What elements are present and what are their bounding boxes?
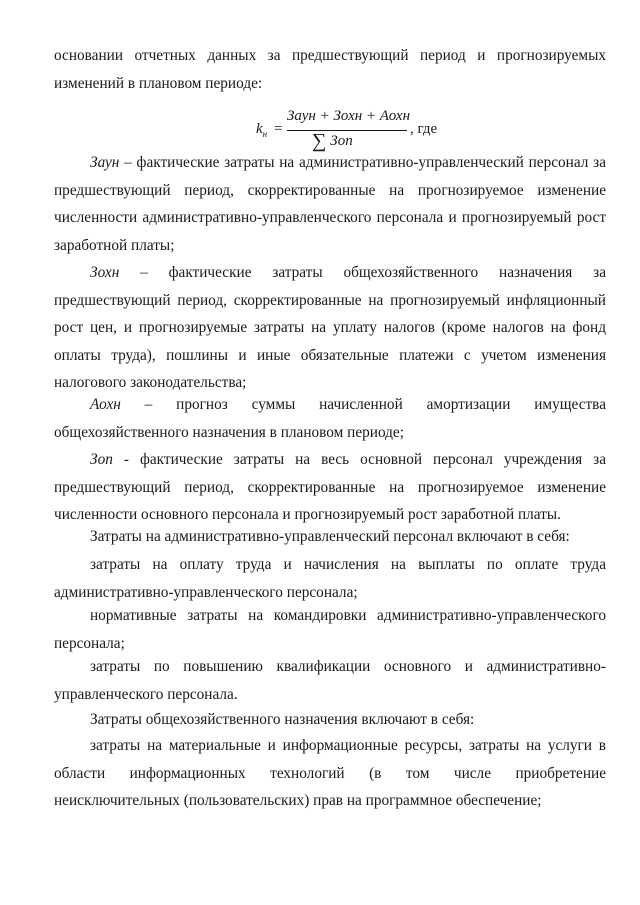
formula-numerator: Заун + Зохн + Аохн xyxy=(287,108,411,124)
paragraph-it-resources: затраты на материальные и информационные ресурсы, затраты на услуги в области информационных технологий (в том числе приобретение неисключительных (пользовательских) прав на программное обеспечение; xyxy=(54,737,606,809)
paragraph-travel: нормативные затраты на командировки административно-управленческого персонала; xyxy=(54,607,606,652)
intro-paragraph: основании отчетных данных за предшествующий период и прогнозируемых изменений в плановом периоде: xyxy=(54,47,606,92)
formula-equals: = xyxy=(274,121,283,137)
formula-tail: , где xyxy=(410,121,438,137)
paragraph-admin-costs: Затраты на административно-управленческий персонал включают в себя: xyxy=(90,528,570,545)
formula-denominator: ∑ Зоп xyxy=(312,130,353,152)
definition-zaun: Заун – фактические затраты на административно-управленческий персонал за предшествующий период, скорректированные на прогнозируемое изменение численности административно-управленческого персонала и прогнозируемый рост заработной платы; xyxy=(54,154,606,254)
term: Зохн xyxy=(90,264,120,281)
paragraph-training: затраты по повышению квалификации основного и административно-управленческого персонала. xyxy=(54,658,606,703)
term: Заун xyxy=(90,154,120,171)
fraction-bar xyxy=(287,130,407,131)
definition-zohn: Зохн – фактические затраты общехозяйственного назначения за предшествующий период, скорректированные на прогнозируемый инфляционный рост цен, и прогнозируемые затраты на уплату налогов (кроме налогов на фонд оплаты труда), пошлины и иные обязательные платежи с учетом изменения налогового законодательства; xyxy=(54,264,606,391)
formula-coefficient: $k_н$ xyxy=(256,121,268,139)
sigma-symbol: ∑ xyxy=(312,130,327,152)
term: Зоп xyxy=(90,451,113,468)
term: Аохн xyxy=(90,396,121,413)
paragraph-general-costs: Затраты общехозяйственного назначения включают в себя: xyxy=(90,711,475,728)
definition-aohn: Аохн – прогноз суммы начисленной амортизации имущества общехозяйственного назначения в плановом периоде; xyxy=(54,396,606,441)
definition-zop: Зоп - фактические затраты на весь основной персонал учреждения за предшествующий период, скорректированные на прогнозируемое изменение численности основного персонала и прогнозируемый рост заработной платы. xyxy=(54,451,606,523)
paragraph-payroll: затраты на оплату труда и начисления на выплаты по оплате труда административно-управленческого персонала; xyxy=(54,556,606,601)
